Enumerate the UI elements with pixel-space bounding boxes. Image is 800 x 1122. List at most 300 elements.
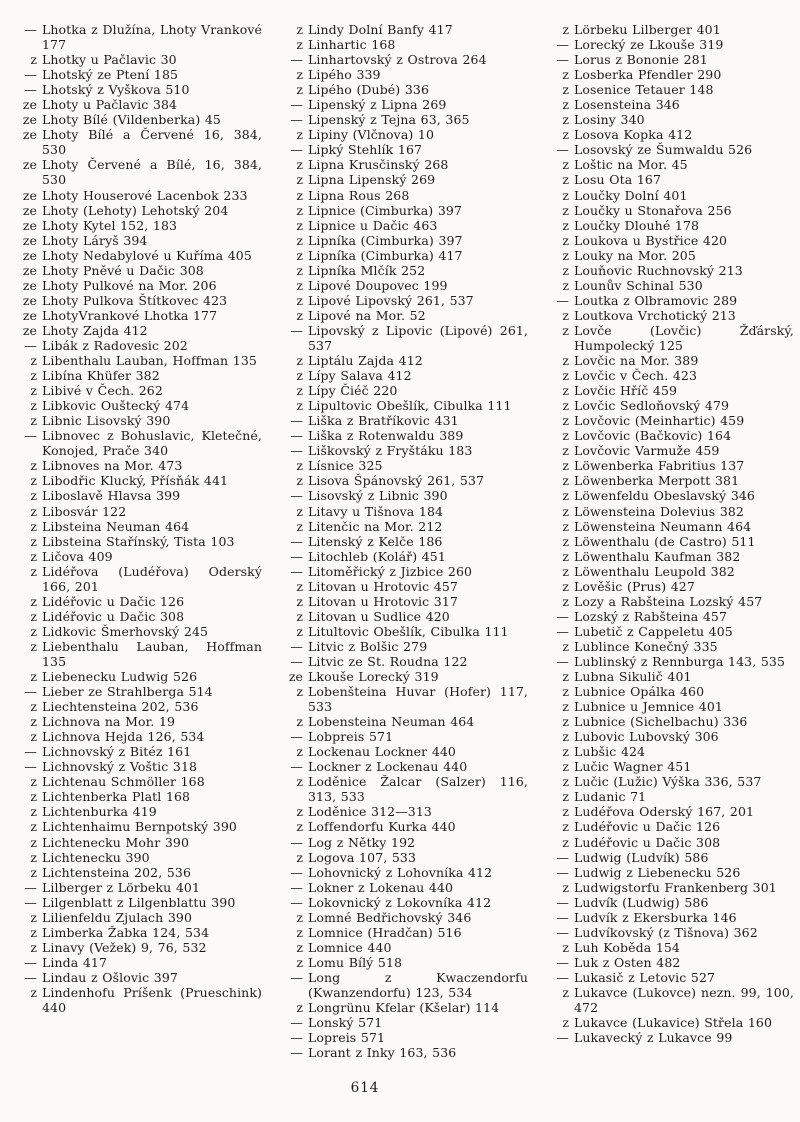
index-entry [278, 865, 528, 880]
entry-text: Lomnice (Hradčan) 516 [308, 924, 462, 940]
entry-text: Ludanic 71 [574, 789, 647, 805]
index-entry [278, 534, 528, 549]
index-entry [278, 759, 528, 774]
index-entry [278, 1030, 528, 1045]
entry-prefix: z [30, 593, 37, 609]
index-entry [544, 579, 794, 594]
entry-text: Litoměřický z Jizbice 260 [308, 563, 473, 579]
index-entry [12, 127, 262, 157]
entry-prefix: z [296, 247, 303, 263]
entry-prefix: z [562, 187, 569, 203]
entry-text: Lhoty u Pačlavic 384 [42, 97, 178, 113]
index-entry [544, 278, 794, 293]
entry-prefix: z [562, 804, 569, 820]
entry-text: Louky na Mor. 205 [574, 247, 696, 263]
index-entry [278, 383, 528, 398]
index-entry [12, 398, 262, 413]
entry-text: Lhoty Zajda 412 [42, 322, 148, 338]
entry-prefix: — [556, 608, 569, 624]
entry-prefix: — [290, 443, 303, 459]
entry-prefix: ze [22, 277, 37, 293]
entry-text: Lovčic Sedloňovský 479 [574, 398, 730, 414]
entry-prefix: — [290, 1015, 303, 1031]
entry-text: Loukova u Bystřice 420 [574, 232, 728, 248]
index-entry [544, 835, 794, 850]
index-entry [278, 744, 528, 759]
index-entry [278, 218, 528, 233]
entry-text: Lovčovic (Bačkovic) 164 [574, 428, 732, 444]
entry-text: Lovčic v Čech. 423 [574, 368, 698, 384]
entry-text: Lovčic na Mor. 389 [574, 353, 699, 369]
index-entry [12, 293, 262, 308]
entry-text: Luk z Osten 482 [574, 954, 681, 970]
index-entry [12, 112, 262, 127]
entry-text: Log z Nětky 192 [308, 834, 416, 850]
entry-prefix: z [296, 22, 303, 37]
index-entry [12, 759, 262, 774]
entry-prefix: z [296, 744, 303, 760]
index-entry [544, 368, 794, 383]
entry-prefix: — [556, 969, 569, 985]
entry-text: Loffendorfu Kurka 440 [308, 819, 456, 835]
entry-prefix: — [290, 834, 303, 850]
entry-prefix: z [30, 864, 37, 880]
index-entry [12, 955, 262, 970]
entry-prefix: z [296, 262, 303, 278]
entry-prefix: z [296, 684, 303, 700]
entry-text: Lukavce (Lukavice) Střela 160 [574, 1015, 773, 1031]
index-entry [12, 789, 262, 804]
entry-text: Lichtenhaimu Bernpotský 390 [42, 819, 237, 835]
index-entry [278, 684, 528, 714]
entry-prefix: z [562, 759, 569, 775]
entry-text: Lisovský z Libnic 390 [308, 488, 448, 504]
index-entry [544, 564, 794, 579]
entry-text: Litavy u Tišnova 184 [308, 503, 444, 519]
index-entry [544, 880, 794, 895]
index-entry [544, 413, 794, 428]
index-entry [278, 248, 528, 263]
entry-text: Lobenšteina Huvar (Hofer) 117, 533 [308, 684, 528, 715]
index-entry [544, 1015, 794, 1030]
index-entry [12, 22, 262, 52]
entry-prefix: — [556, 653, 569, 669]
index-entry [544, 172, 794, 187]
entry-text: Lidéřovic u Dačic 126 [42, 593, 185, 609]
index-entry [544, 669, 794, 684]
index-entry [278, 654, 528, 669]
index-entry [12, 865, 262, 880]
index-entry [12, 473, 262, 488]
index-entry [278, 639, 528, 654]
index-entry [544, 218, 794, 233]
index-entry [278, 1045, 528, 1060]
entry-prefix: z [30, 518, 37, 534]
index-entry [278, 850, 528, 865]
entry-text: Lindy Dolní Banfy 417 [308, 22, 453, 37]
entry-prefix: z [562, 232, 569, 248]
entry-text: Lokner z Lokenau 440 [308, 879, 454, 895]
index-entry [278, 188, 528, 203]
entry-prefix: z [562, 774, 569, 790]
entry-text: Loučky Dlouhé 178 [574, 217, 700, 233]
entry-prefix: z [30, 473, 37, 489]
entry-prefix: z [30, 52, 37, 68]
index-entry [544, 865, 794, 880]
entry-text: Lipého 339 [308, 67, 381, 83]
entry-text: Libnoves na Mor. 473 [42, 458, 183, 474]
entry-text: Lhoty Červené a Bílé, 16, 384, 530 [42, 157, 262, 188]
entry-text: Loučky Dolní 401 [574, 187, 688, 203]
entry-prefix: — [556, 52, 569, 68]
entry-text: Lovčovic Varmuže 459 [574, 443, 720, 459]
entry-prefix: z [30, 608, 37, 624]
entry-prefix: — [24, 22, 37, 37]
entry-text: Longrünu Kfelar (Kšelar) 114 [308, 1000, 500, 1016]
index-entry [544, 248, 794, 263]
entry-text: Litovan u Hrotovic 457 [308, 578, 458, 594]
entry-prefix: — [290, 322, 303, 338]
index-entry [12, 338, 262, 353]
entry-text: Lorus z Bononie 281 [574, 52, 708, 68]
entry-text: Lhoty Bílé (Vildenberka) 45 [42, 112, 221, 128]
entry-text: Loděnice Žalcar (Salzer) 116, 313, 533 [308, 774, 528, 805]
entry-prefix: z [296, 217, 303, 233]
entry-prefix: z [296, 774, 303, 790]
index-entry [278, 157, 528, 172]
index-entry [12, 188, 262, 203]
index-entry [12, 850, 262, 865]
entry-text: Libína Khüfer 382 [42, 368, 160, 384]
entry-prefix: z [30, 804, 37, 820]
entry-prefix: z [30, 638, 37, 654]
entry-prefix: z [562, 744, 569, 760]
entry-text: Lípy Čiéč 220 [308, 383, 398, 399]
index-entry [278, 1015, 528, 1030]
index-entry [278, 955, 528, 970]
entry-prefix: — [24, 759, 37, 775]
index-entry [278, 428, 528, 443]
entry-text: Libivé v Čech. 262 [42, 383, 163, 399]
index-entry [544, 443, 794, 458]
entry-prefix: — [290, 759, 303, 775]
entry-prefix: z [562, 97, 569, 113]
entry-prefix: — [290, 1030, 303, 1046]
entry-text: Löwenfeldu Obeslavský 346 [574, 488, 755, 504]
entry-text: Lkouše Lorecký 319 [308, 669, 439, 685]
index-entry [544, 308, 794, 323]
index-entry [278, 233, 528, 248]
index-entry [544, 67, 794, 82]
entry-text: Lučic (Lužic) Výška 336, 537 [574, 774, 762, 790]
entry-text: Lozy a Rabšteina Lozský 457 [574, 593, 763, 609]
index-entry [278, 1000, 528, 1015]
entry-prefix: z [296, 954, 303, 970]
entry-prefix: z [30, 819, 37, 835]
entry-prefix: ze [22, 262, 37, 278]
index-entry [278, 774, 528, 804]
entry-prefix: z [296, 368, 303, 384]
entry-text: Lípy Salava 412 [308, 368, 412, 384]
entry-text: Litenský z Kelče 186 [308, 533, 443, 549]
index-entry [544, 504, 794, 519]
entry-prefix: z [296, 849, 303, 865]
entry-prefix: — [556, 849, 569, 865]
entry-text: Lovče (Lovčic) Žďárský, Humpolecký 125 [574, 322, 794, 353]
entry-prefix: z [562, 593, 569, 609]
entry-prefix: z [562, 277, 569, 293]
index-entry [544, 203, 794, 218]
index-entry [278, 308, 528, 323]
entry-text: Lubna Sikulič 401 [574, 669, 692, 685]
entry-text: Litochleb (Kolář) 451 [308, 548, 446, 564]
page-number: 614 [350, 1080, 380, 1096]
entry-text: Lubovic Lubovský 306 [574, 729, 719, 745]
entry-prefix: — [290, 97, 303, 113]
entry-prefix: z [296, 924, 303, 940]
index-entry [544, 850, 794, 865]
index-entry [278, 263, 528, 278]
index-entry [12, 639, 262, 669]
entry-prefix: z [562, 684, 569, 700]
entry-prefix: ze [22, 247, 37, 263]
entry-prefix: z [30, 909, 37, 925]
entry-text: Lörbeku Lilberger 401 [574, 22, 721, 37]
entry-text: Losu Ota 167 [574, 172, 662, 188]
index-entry [278, 112, 528, 127]
entry-text: Lilberger z Lörbeku 401 [42, 879, 201, 895]
entry-text: Liptálu Zajda 412 [308, 353, 423, 369]
entry-prefix: z [562, 879, 569, 895]
entry-prefix: z [562, 322, 569, 338]
index-entry [544, 293, 794, 308]
entry-text: Libnic Lisovský 390 [42, 413, 171, 429]
index-entry [544, 789, 794, 804]
index-entry [544, 323, 794, 353]
index-entry [278, 37, 528, 52]
index-entry [12, 564, 262, 594]
entry-text: Lovčic Hříč 459 [574, 383, 678, 399]
entry-prefix: z [562, 157, 569, 173]
index-entry [12, 157, 262, 187]
entry-text: Liebenthalu Lauban, Hoffman 135 [42, 638, 262, 669]
entry-prefix: z [30, 939, 37, 955]
index-entry [12, 819, 262, 834]
entry-text: Lichnovský z Bitéz 161 [42, 744, 192, 760]
index-entry [12, 774, 262, 789]
entry-prefix: ze [22, 322, 37, 338]
entry-text: Lukavce (Lukovce) nezn. 99, 100, 472 [574, 985, 794, 1016]
entry-prefix: z [296, 458, 303, 474]
index-entry [278, 609, 528, 624]
entry-text: Liechtensteina 202, 536 [42, 699, 199, 715]
entry-text: Losovský ze Šumwaldu 526 [574, 142, 753, 158]
entry-prefix: z [30, 714, 37, 730]
entry-text: Losova Kopka 412 [574, 127, 693, 143]
entry-text: Lhoty Pulkové na Mor. 206 [42, 277, 217, 293]
entry-text: Lhotky u Pačlavic 30 [42, 52, 177, 68]
index-entry [544, 22, 794, 37]
entry-prefix: z [296, 82, 303, 98]
index-entry [12, 699, 262, 714]
entry-prefix: ze [22, 307, 37, 323]
index-entry [278, 940, 528, 955]
index-entry [544, 624, 794, 639]
index-entry [278, 52, 528, 67]
index-entry [544, 97, 794, 112]
index-entry [544, 263, 794, 278]
entry-prefix: z [562, 127, 569, 143]
index-entry [12, 744, 262, 759]
index-entry [12, 413, 262, 428]
entry-text: Löwensteina Neumann 464 [574, 518, 752, 534]
index-entry [544, 534, 794, 549]
entry-text: Logova 107, 533 [308, 849, 417, 865]
entry-text: Lockner z Lockenau 440 [308, 759, 468, 775]
entry-text: Löwenthalu Leupold 382 [574, 563, 735, 579]
entry-prefix: — [290, 638, 303, 654]
index-entry [544, 458, 794, 473]
index-entry [278, 458, 528, 473]
entry-text: Libosvár 122 [42, 503, 127, 519]
entry-text: Libsteina Stařínský, Tista 103 [42, 533, 235, 549]
entry-text: Lohovnický z Lohovníka 412 [308, 864, 493, 880]
entry-text: Lhoty Láryš 394 [42, 232, 148, 248]
entry-text: Liška z Rotenwaldu 389 [308, 428, 464, 444]
entry-prefix: z [562, 413, 569, 429]
index-entry [12, 519, 262, 534]
entry-prefix: — [24, 428, 37, 444]
entry-prefix: — [556, 924, 569, 940]
entry-prefix: z [562, 368, 569, 384]
entry-prefix: — [24, 894, 37, 910]
entry-prefix: z [30, 503, 37, 519]
entry-prefix: ze [22, 157, 37, 173]
index-entry [12, 458, 262, 473]
entry-prefix: z [562, 699, 569, 715]
entry-text: Lipníka (Cimburka) 417 [308, 247, 463, 263]
index-entry [278, 127, 528, 142]
entry-prefix: z [30, 533, 37, 549]
index-entry [544, 684, 794, 699]
index-entry [12, 925, 262, 940]
index-entry [278, 82, 528, 97]
index-entry [278, 67, 528, 82]
entry-prefix: z [296, 593, 303, 609]
entry-text: Lipové Doupovec 199 [308, 277, 448, 293]
entry-text: Ludéřovic u Dačic 308 [574, 834, 721, 850]
entry-text: Libnovec z Bohuslavic, Kletečné, Konojed, Prače 340 [42, 428, 262, 459]
entry-text: Loštic na Mor. 45 [574, 157, 688, 173]
index-entry [12, 970, 262, 985]
entry-text: Lipovský z Lipovic (Lipové) 261, 537 [308, 322, 528, 353]
index-entry [12, 669, 262, 684]
entry-prefix: ze [22, 127, 37, 143]
entry-text: Lindenhofu Príšenk (Prueschink) 440 [42, 985, 262, 1016]
entry-text: Lilgenblatt z Lilgenblattu 390 [42, 894, 236, 910]
entry-prefix: z [296, 608, 303, 624]
entry-text: Lukasič z Letovic 527 [574, 969, 716, 985]
entry-prefix: z [562, 638, 569, 654]
index-entry [278, 624, 528, 639]
entry-prefix: z [30, 789, 37, 805]
index-entry [12, 263, 262, 278]
entry-prefix: — [24, 879, 37, 895]
entry-text: Long z Kwaczendorfu (Kwanzendorfu) 123, 534 [308, 969, 528, 1000]
entry-prefix: z [562, 443, 569, 459]
entry-text: Ludwigstorfu Frankenberg 301 [574, 879, 777, 895]
entry-prefix: — [556, 1030, 569, 1046]
entry-prefix: z [562, 217, 569, 233]
entry-text: Lipna Krusčinský 268 [308, 157, 449, 173]
index-entry [544, 714, 794, 729]
entry-prefix: ze [288, 669, 303, 685]
entry-text: Ludwig (Ludvík) 586 [574, 849, 709, 865]
index-entry [12, 534, 262, 549]
entry-prefix: — [24, 82, 37, 98]
entry-prefix: ze [22, 202, 37, 218]
entry-text: Lhotský z Vyškova 510 [42, 82, 190, 98]
entry-text: Lichtenberka Platl 168 [42, 789, 191, 805]
entry-text: Luh Koběda 154 [574, 939, 680, 955]
entry-text: Ludéřova Oderský 167, 201 [574, 804, 755, 820]
entry-text: Lubnice Opálka 460 [574, 684, 705, 700]
entry-prefix: z [296, 503, 303, 519]
entry-prefix: z [296, 1000, 303, 1016]
entry-text: Lieber ze Strahlberga 514 [42, 684, 213, 700]
entry-prefix: — [24, 744, 37, 760]
index-entry [278, 443, 528, 458]
entry-text: Lhotka z Dlužína, Lhoty Vrankové 177 [42, 22, 262, 53]
entry-prefix: z [296, 127, 303, 143]
entry-prefix: — [290, 864, 303, 880]
index-entry [278, 910, 528, 925]
entry-prefix: ze [22, 217, 37, 233]
entry-text: Loučky u Stonařova 256 [574, 202, 732, 218]
index-entry [544, 52, 794, 67]
entry-text: Losensteina 346 [574, 97, 680, 113]
index-entry [544, 353, 794, 368]
entry-text: LhotyVrankové Lhotka 177 [42, 307, 218, 323]
index-entry [12, 684, 262, 699]
entry-prefix: — [290, 879, 303, 895]
entry-prefix: z [296, 518, 303, 534]
index-entry [12, 248, 262, 263]
index-entry [278, 564, 528, 579]
entry-prefix: z [30, 985, 37, 1000]
entry-text: Lidéřova (Ludéřova) Oderský 166, 201 [42, 563, 262, 594]
entry-prefix: z [562, 398, 569, 414]
entry-prefix: z [30, 924, 37, 940]
entry-text: Lipultovic Obešlík, Cibulka 111 [308, 398, 512, 414]
entry-prefix: z [296, 909, 303, 925]
entry-text: Litovan u Hrotovic 317 [308, 593, 458, 609]
index-entry [278, 142, 528, 157]
entry-prefix: — [24, 67, 37, 83]
entry-text: Litenčic na Mor. 212 [308, 518, 443, 534]
index-entry [544, 910, 794, 925]
entry-prefix: z [562, 533, 569, 549]
index-entry [544, 127, 794, 142]
index-entry [12, 52, 262, 67]
index-entry [278, 22, 528, 37]
entry-prefix: z [562, 428, 569, 444]
entry-prefix: — [24, 954, 37, 970]
entry-prefix: — [556, 292, 569, 308]
entry-prefix: — [290, 112, 303, 128]
entry-text: Lipové na Mor. 52 [308, 307, 426, 323]
entry-text: Lichtensteina 202, 536 [42, 864, 191, 880]
